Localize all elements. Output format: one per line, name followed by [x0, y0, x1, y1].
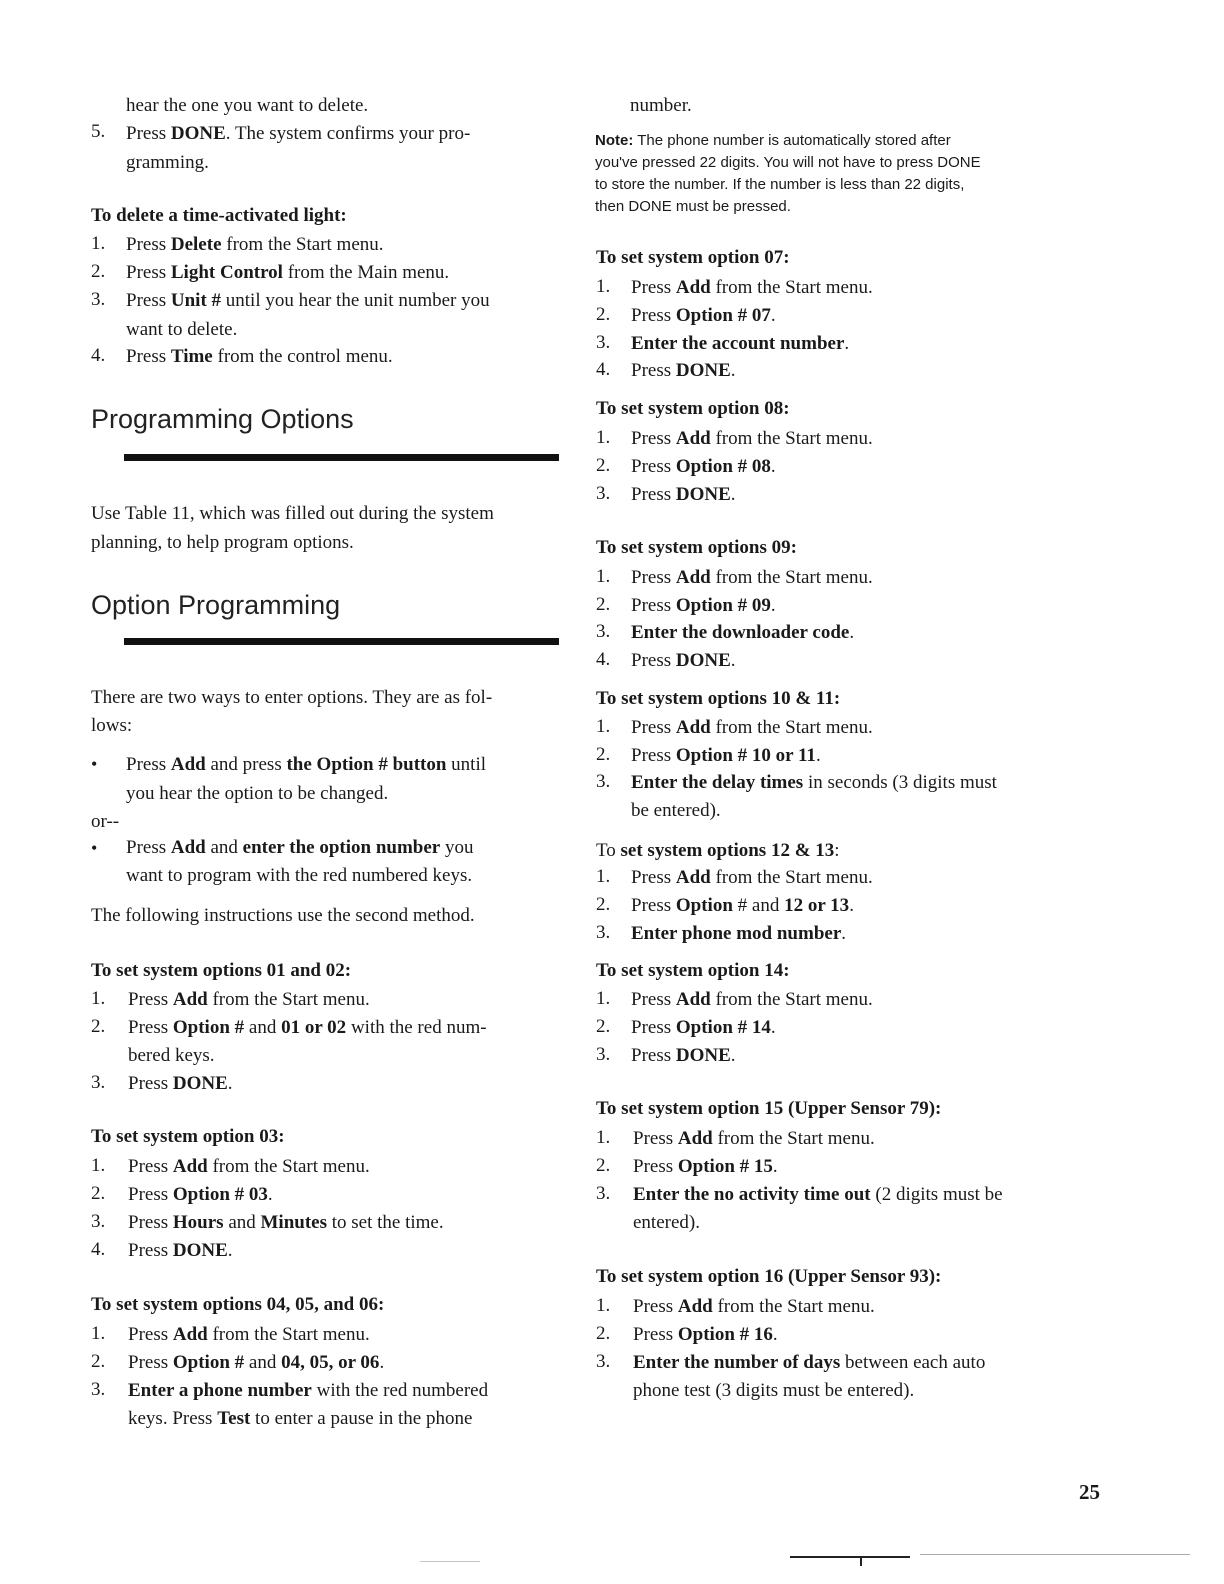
paragraph-line: planning, to help program options.	[91, 532, 354, 553]
section-title-option-programming: Option Programming	[91, 590, 341, 620]
step-number: 1.	[596, 276, 611, 297]
step-number: 2.	[91, 261, 106, 282]
step-text: Press Option # 03.	[128, 1184, 273, 1205]
step-text: Press DONE.	[631, 360, 736, 381]
paragraph-line: lows:	[91, 715, 133, 736]
step-number: 1.	[596, 988, 611, 1009]
step-text: Enter the account number.	[631, 333, 850, 354]
step-text: Press Option # and 01 or 02 with the red num-	[128, 1017, 487, 1038]
step-text: Press Add from the Start menu.	[631, 428, 873, 449]
step-number: 1.	[91, 1323, 106, 1344]
step-number: 1.	[91, 988, 106, 1009]
step-text: Press Option # 16.	[633, 1324, 778, 1345]
step-text: Press Option # and 12 or 13.	[631, 895, 854, 916]
step-number: 5.	[91, 121, 106, 142]
step-text: Press DONE.	[631, 650, 736, 671]
step-text-cont: keys. Press Test to enter a pause in the phone	[128, 1408, 473, 1429]
step-text: Press Add from the Start menu.	[631, 717, 873, 738]
option-heading: To set system options 09:	[596, 537, 797, 558]
step-text: Press DONE.	[128, 1240, 233, 1261]
step-text: Press Add from the Start menu.	[631, 867, 873, 888]
step-number: 2.	[596, 304, 611, 325]
step-number: 1.	[596, 566, 611, 587]
step-text: Press Option # 14.	[631, 1017, 776, 1038]
step-text: Press Delete from the Start menu.	[126, 234, 384, 255]
step-text: Press Unit # until you hear the unit number you	[126, 290, 490, 311]
step-number: 1.	[596, 716, 611, 737]
step-text: Press Add from the Start menu.	[128, 1156, 370, 1177]
paragraph-line: The following instructions use the second method.	[91, 905, 475, 926]
step-number: 2.	[596, 455, 611, 476]
step-text: Enter the downloader code.	[631, 622, 855, 643]
or-separator: or--	[91, 811, 120, 832]
step-text-cont: want to delete.	[126, 319, 238, 340]
option-heading: To set system options 04, 05, and 06:	[91, 1294, 385, 1315]
step-number: 2.	[91, 1016, 106, 1037]
step-number: 3.	[91, 289, 106, 310]
scan-artifact	[790, 1556, 910, 1558]
section-rule	[124, 454, 559, 461]
step-text-cont: entered).	[633, 1212, 700, 1233]
step-text: Press Add from the Start menu.	[128, 1324, 370, 1345]
step-text: Press Option # 08.	[631, 456, 776, 477]
step-number: 3.	[596, 483, 611, 504]
step-number: 3.	[596, 332, 611, 353]
option-heading: To set system option 07:	[596, 247, 790, 268]
step-number: 4.	[91, 1239, 106, 1260]
option-heading: To set system option 14:	[596, 960, 790, 981]
step-text-cont: bered keys.	[128, 1045, 215, 1066]
scan-artifact	[920, 1554, 1190, 1555]
scan-artifact	[860, 1556, 862, 1566]
step-number: 3.	[91, 1211, 106, 1232]
step-number: 1.	[596, 427, 611, 448]
step-text: Press Add from the Start menu.	[633, 1128, 875, 1149]
option-heading: To set system options 12 & 13:	[596, 840, 840, 861]
delete-light-heading: To delete a time-activated light:	[91, 205, 347, 226]
note-line: to store the number. If the number is less than 22 digits,	[595, 176, 965, 193]
step-text: Press Option # and 04, 05, or 06.	[128, 1352, 385, 1373]
step-text: Press Option # 15.	[633, 1156, 778, 1177]
paragraph-line: Use Table 11, which was filled out during the system	[91, 503, 494, 524]
paragraph-line: There are two ways to enter options. They are as fol-	[91, 687, 493, 708]
step-number: 1.	[596, 1295, 611, 1316]
step-text: Enter phone mod number.	[631, 923, 847, 944]
step-text: Press DONE.	[631, 1045, 736, 1066]
option-heading: To set system option 03:	[91, 1126, 285, 1147]
step-text: Enter the delay times in seconds (3 digits must	[631, 772, 997, 793]
step-number: 1.	[596, 1127, 611, 1148]
bullet-point: •	[91, 838, 98, 858]
step-number: 3.	[596, 621, 611, 642]
step-text: Press Add from the Start menu.	[128, 989, 370, 1010]
step-number: 1.	[91, 1155, 106, 1176]
note-label: Note:	[595, 132, 634, 149]
step-number: 2.	[596, 894, 611, 915]
continued-line: hear the one you want to delete.	[126, 95, 369, 116]
step-text: Press Option # 09.	[631, 595, 776, 616]
bullet-text-cont: you hear the option to be changed.	[126, 783, 389, 804]
step-number: 4.	[596, 359, 611, 380]
bullet-text: Press Add and press the Option # button until	[126, 754, 487, 775]
option-heading: To set system option 16 (Upper Sensor 93):	[596, 1266, 942, 1287]
option-heading: To set system options 10 & 11:	[596, 688, 841, 709]
step-text: Press Option # 07.	[631, 305, 776, 326]
step-number: 3.	[91, 1072, 106, 1093]
step-number: 2.	[596, 1323, 611, 1344]
step-number: 2.	[596, 744, 611, 765]
step-number: 2.	[596, 1155, 611, 1176]
step-text: Press DONE.	[631, 484, 736, 505]
step-number: 4.	[596, 649, 611, 670]
step-number: 3.	[596, 1044, 611, 1065]
step-number: 2.	[596, 1016, 611, 1037]
step-number: 2.	[91, 1351, 106, 1372]
step-number: 3.	[596, 1183, 611, 1204]
section-rule	[124, 638, 559, 645]
step-number: 2.	[596, 594, 611, 615]
step-number: 3.	[596, 922, 611, 943]
page-number: 25	[1079, 1480, 1100, 1504]
step-text-cont: gramming.	[126, 152, 209, 173]
note-line: you've pressed 22 digits. You will not have to press DONE	[595, 154, 981, 171]
scan-artifact	[420, 1561, 480, 1562]
step-number: 2.	[91, 1183, 106, 1204]
step-text: Press Light Control from the Main menu.	[126, 262, 450, 283]
bullet-text: Press Add and enter the option number you	[126, 837, 474, 858]
note-line: then DONE must be pressed.	[595, 198, 791, 215]
step-text: Press Add from the Start menu.	[631, 277, 873, 298]
step-number: 4.	[91, 345, 106, 366]
step-text: Enter a phone number with the red numbered	[128, 1380, 489, 1401]
step-text: Press DONE. The system confirms your pro-	[126, 123, 471, 144]
step-text: Press Time from the control menu.	[126, 346, 393, 367]
bullet-text-cont: want to program with the red numbered keys.	[126, 865, 473, 886]
step-number: 3.	[596, 1351, 611, 1372]
step-text: Press Option # 10 or 11.	[631, 745, 821, 766]
step-text: Press Add from the Start menu.	[633, 1296, 875, 1317]
option-heading: To set system option 15 (Upper Sensor 79):	[596, 1098, 942, 1119]
step-text-cont: be entered).	[631, 800, 721, 821]
step-text: Press Hours and Minutes to set the time.	[128, 1212, 444, 1233]
continued-line: number.	[630, 95, 692, 116]
step-number: 1.	[596, 866, 611, 887]
step-text: Press DONE.	[128, 1073, 233, 1094]
section-title-programming-options: Programming Options	[91, 404, 354, 434]
step-text: Enter the no activity time out (2 digits must be	[633, 1184, 1003, 1205]
step-text: Press Add from the Start menu.	[631, 989, 873, 1010]
step-text: Enter the number of days between each auto	[633, 1352, 986, 1373]
step-number: 1.	[91, 233, 106, 254]
step-number: 3.	[91, 1379, 106, 1400]
note-line: Note: The phone number is automatically stored after	[595, 132, 951, 149]
step-text: Press Add from the Start menu.	[631, 567, 873, 588]
option-heading: To set system options 01 and 02:	[91, 960, 352, 981]
bullet-point: •	[91, 754, 98, 774]
step-number: 3.	[596, 771, 611, 792]
step-text-cont: phone test (3 digits must be entered).	[633, 1380, 915, 1401]
option-heading: To set system option 08:	[596, 398, 790, 419]
